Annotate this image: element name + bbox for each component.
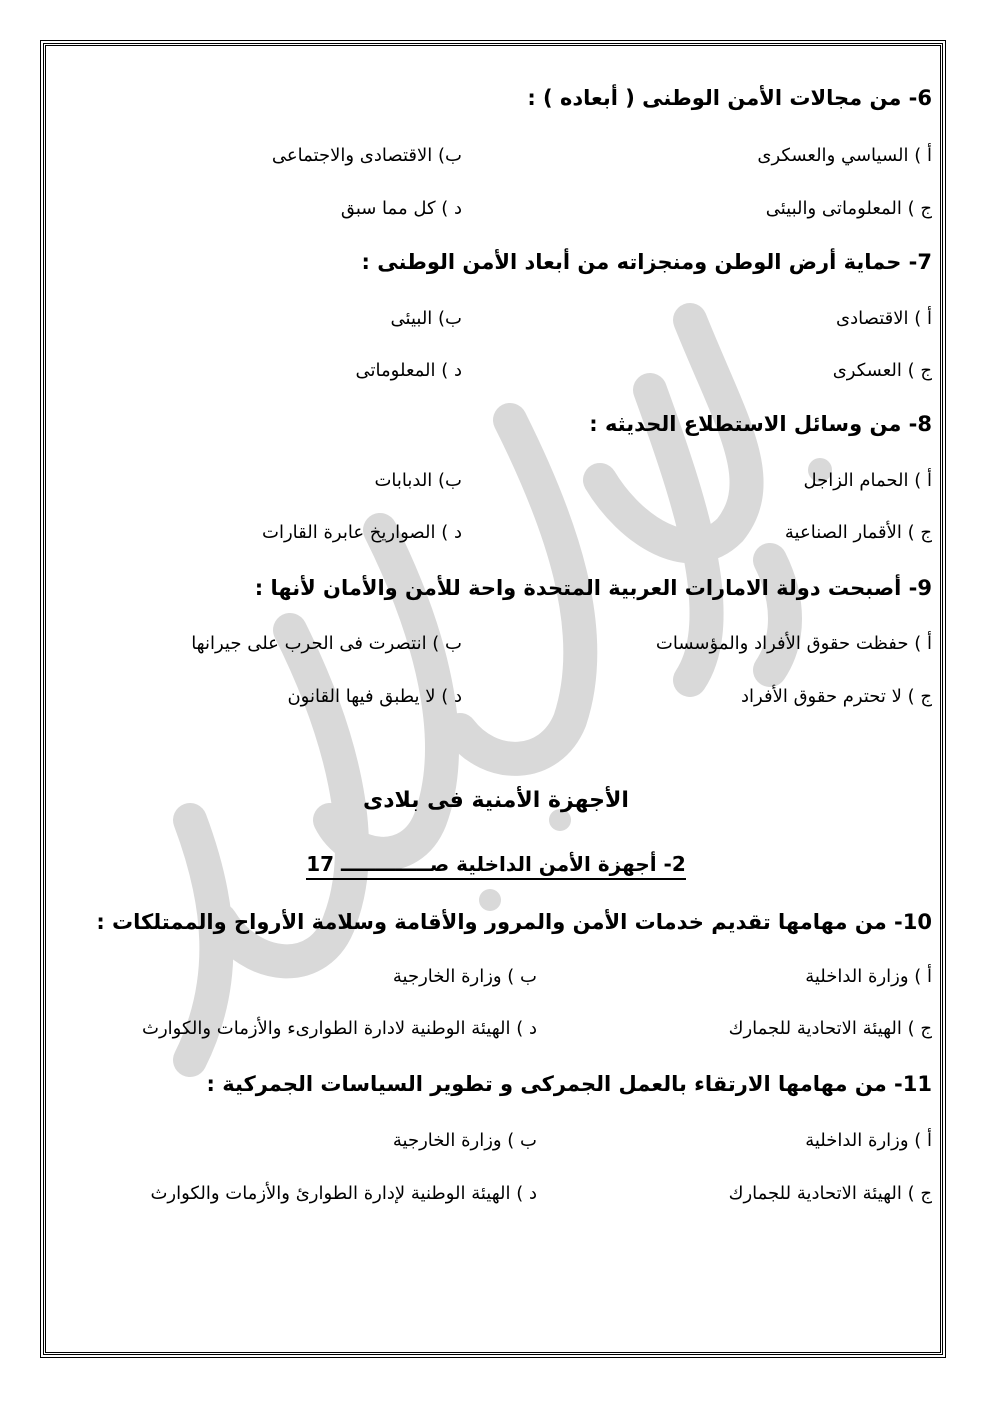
q10-option-a[interactable]: أ ) وزارة الداخلية [805, 966, 932, 987]
question-11: 11- من مهامها الارتقاء بالعمل الجمركى و تطوير السياسات الجمركية : [206, 1072, 932, 1096]
worksheet-content [60, 0, 932, 1403]
q11-option-d[interactable]: د ) الهيئة الوطنية لإدارة الطوارئ والأزمات والكوارث [150, 1183, 537, 1204]
q7-option-b[interactable]: ب) البيئى [390, 308, 462, 329]
q11-option-a[interactable]: أ ) وزارة الداخلية [805, 1130, 932, 1151]
question-7: 7- حماية أرض الوطن ومنجزاته من أبعاد الأمن الوطنى : [361, 250, 932, 274]
q9-option-b[interactable]: ب ) انتصرت فى الحرب على جيرانها [191, 633, 462, 654]
q10-option-d[interactable]: د ) الهيئة الوطنية لادارة الطوارىء والأزمات والكوارث [142, 1018, 537, 1039]
question-6: 6- من مجالات الأمن الوطنى ( أبعاده ) : [527, 86, 932, 110]
q7-option-a[interactable]: أ ) الاقتصادى [836, 308, 932, 329]
q6-option-c[interactable]: ج ) المعلوماتى والبيئى [765, 198, 932, 219]
q9-option-c[interactable]: ج ) لا تحترم حقوق الأفراد [741, 686, 932, 707]
question-8: 8- من وسائل الاستطلاع الحديثه : [589, 412, 932, 436]
q6-option-d[interactable]: د ) كل مما سبق [340, 198, 462, 219]
q10-option-c[interactable]: ج ) الهيئة الاتحادية للجمارك [728, 1018, 932, 1039]
q10-option-b[interactable]: ب ) وزارة الخارجية [392, 966, 537, 987]
q8-option-a[interactable]: أ ) الحمام الزاجل [803, 470, 932, 491]
q8-option-c[interactable]: ج ) الأقمار الصناعية [784, 522, 932, 543]
q8-option-b[interactable]: ب) الدبابات [374, 470, 462, 491]
q9-option-a[interactable]: أ ) حفظت حقوق الأفراد والمؤسسات [655, 633, 932, 654]
q7-option-c[interactable]: ج ) العسكرى [832, 360, 932, 381]
section-subtitle [60, 852, 932, 876]
q6-option-a[interactable]: أ ) السياسي والعسكرى [757, 145, 932, 166]
q11-option-c[interactable]: ج ) الهيئة الاتحادية للجمارك [728, 1183, 932, 1204]
q8-option-d[interactable]: د ) الصواريخ عابرة القارات [262, 522, 462, 543]
q9-option-d[interactable]: د ) لا يطبق فيها القانون [287, 686, 462, 707]
question-10: 10- من مهامها تقديم خدمات الأمن والمرور والأقامة وسلامة الأرواح والممتلكات : [96, 910, 932, 934]
q6-option-b[interactable]: ب) الاقتصادى والاجتماعى [271, 145, 462, 166]
section-subtitle-text: 2- أجهزة الأمن الداخلية صـــــــــــــ 17 [306, 852, 686, 880]
question-9: 9- أصبحت دولة الامارات العربية المتحدة واحة للأمن والأمان لأنها : [254, 576, 932, 600]
q11-option-b[interactable]: ب ) وزارة الخارجية [392, 1130, 537, 1151]
section-title: الأجهزة الأمنية فى بلادى [363, 788, 629, 813]
q7-option-d[interactable]: د ) المعلوماتى [355, 360, 462, 381]
